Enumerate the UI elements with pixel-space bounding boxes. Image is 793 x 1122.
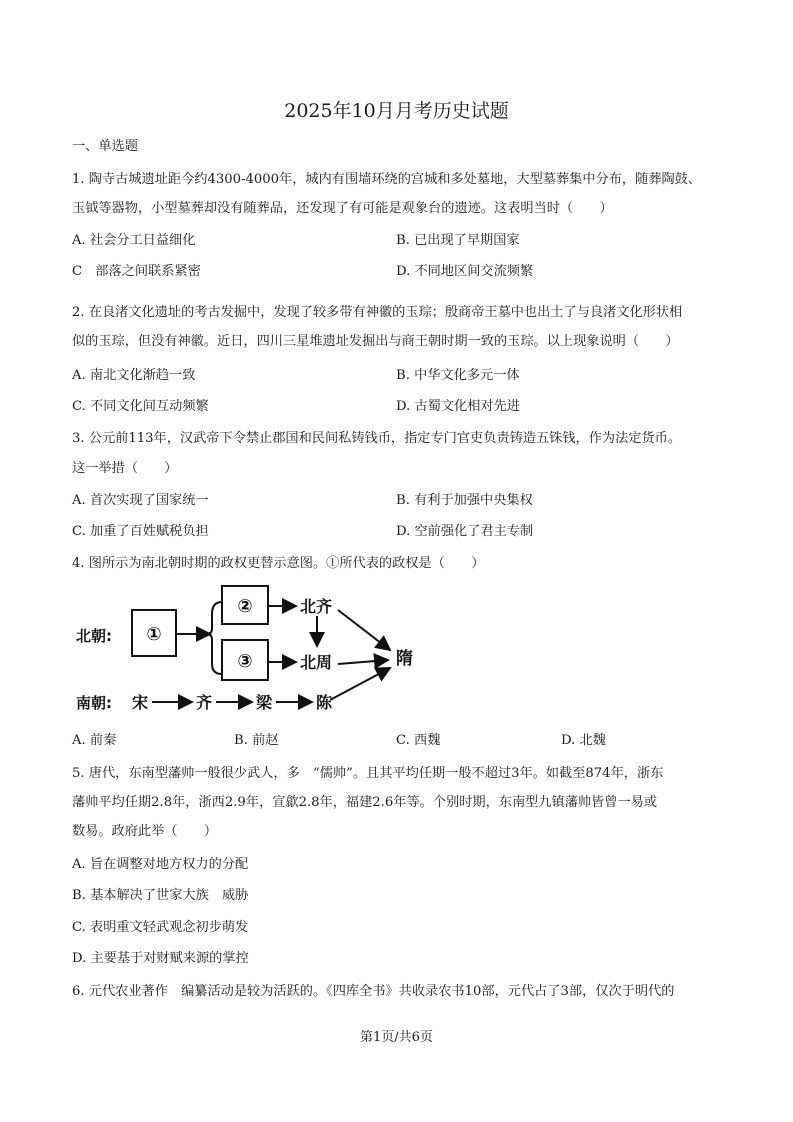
option-a: A. 社会分工日益细化 [72, 233, 196, 248]
option-d: D. 不同地区间交流频繁 [396, 264, 534, 279]
option-b: B. 前赵 [234, 733, 279, 748]
option-b: B. 中华文化多元一体 [396, 368, 520, 383]
option-b: B. 基本解决了世家大族 威胁 [72, 888, 249, 903]
beizhou-label: 北周 [300, 653, 333, 672]
option-d: D. 主要基于对财赋来源的掌控 [72, 951, 249, 966]
arrow-chen-to-sui [330, 668, 390, 700]
box-3-label: ③ [237, 651, 253, 672]
option-c: C. 表明重文轻武观念初步萌发 [72, 920, 249, 935]
question-text: 1. 陶寺古城遗址距今约4300-4000年，城内有围墙环绕的宫城和多处墓地，大型墓葬集中分布，随葬陶鼓、 [72, 172, 702, 187]
dynasty-succession-diagram [72, 584, 432, 720]
box-1-label: ① [146, 624, 162, 645]
option-b: B. 已出现了早期国家 [396, 233, 520, 248]
box-2-label: ② [237, 596, 253, 617]
section-heading: 一、单选题 [72, 139, 138, 154]
option-d: D. 古蜀文化相对先进 [396, 399, 520, 414]
qi-label: 齐 [196, 693, 213, 712]
question-text: 玉钺等器物，小型墓葬却没有随葬品，还发现了有可能是观象台的遗迹。这表明当时（ ） [72, 201, 613, 216]
option-b: B. 有利于加强中央集权 [396, 493, 533, 508]
option-c: C. 西魏 [396, 733, 441, 748]
question-text: 6. 元代农业著作 编纂活动是较为活跃的。《四库全书》共收录农书10部，元代占了3部，仅次于明代的 [72, 984, 675, 999]
question-text: 5. 唐代，东南型藩帅一般很少武人，多 “儒帅”。且其平均任期一般不超过3年。如截至874年，浙东 [72, 766, 664, 781]
split-brace [206, 602, 222, 674]
arrow-beizhou-to-sui [338, 660, 388, 664]
option-a: A. 前秦 [72, 733, 117, 748]
option-a: A. 首次实现了国家统一 [72, 493, 209, 508]
beiqi-label: 北齐 [300, 597, 333, 616]
option-c: C. 加重了百姓赋税负担 [72, 524, 209, 539]
south-dynasties-label: 南朝: [76, 694, 112, 712]
chen-label: 陈 [316, 693, 333, 712]
north-dynasties-label: 北朝: [76, 627, 112, 645]
option-a: A. 南北文化渐趋一致 [72, 368, 196, 383]
option-d: D. 空前强化了君主专制 [396, 524, 534, 539]
question-text: 数易。政府此举（ ） [72, 824, 218, 839]
song-label: 宋 [132, 693, 149, 712]
option-c: C 部落之间联系紧密 [72, 264, 201, 279]
liang-label: 梁 [256, 693, 273, 712]
question-text: 藩帅平均任期2.8年，浙西2.9年，宣歙2.8年，福建2.6年等。个别时期，东南型九镇藩帅皆曾一易或 [72, 795, 658, 810]
question-text: 4. 图所示为南北朝时期的政权更替示意图。①所代表的政权是（ ） [72, 556, 485, 571]
sui-label: 隋 [396, 649, 413, 669]
question-text: 似的玉琮，但没有神徽。近日，四川三星堆遗址发掘出与商王朝时期一致的玉琮。以上现象说明（ ） [72, 334, 679, 349]
question-text: 这一举措（ ） [72, 461, 178, 476]
question-text: 3. 公元前113年，汉武帝下令禁止郡国和民间私铸钱币，指定专门官吏负责铸造五铢钱，作为法定货币。 [72, 431, 682, 446]
page-footer: 第1页/共6页 [360, 1030, 433, 1045]
option-c: C. 不同文化间互动频繁 [72, 399, 209, 414]
option-a: A. 旨在调整对地方权力的分配 [72, 857, 249, 872]
page-title: 2025年10月月考历史试题 [284, 100, 509, 122]
question-text: 2. 在良渚文化遗址的考古发掘中，发现了较多带有神徽的玉琮；殷商帝王墓中也出土了与良渚文化形状相 [72, 305, 683, 320]
arrow-beiqi-to-sui [338, 610, 390, 650]
option-d: D. 北魏 [561, 733, 606, 748]
